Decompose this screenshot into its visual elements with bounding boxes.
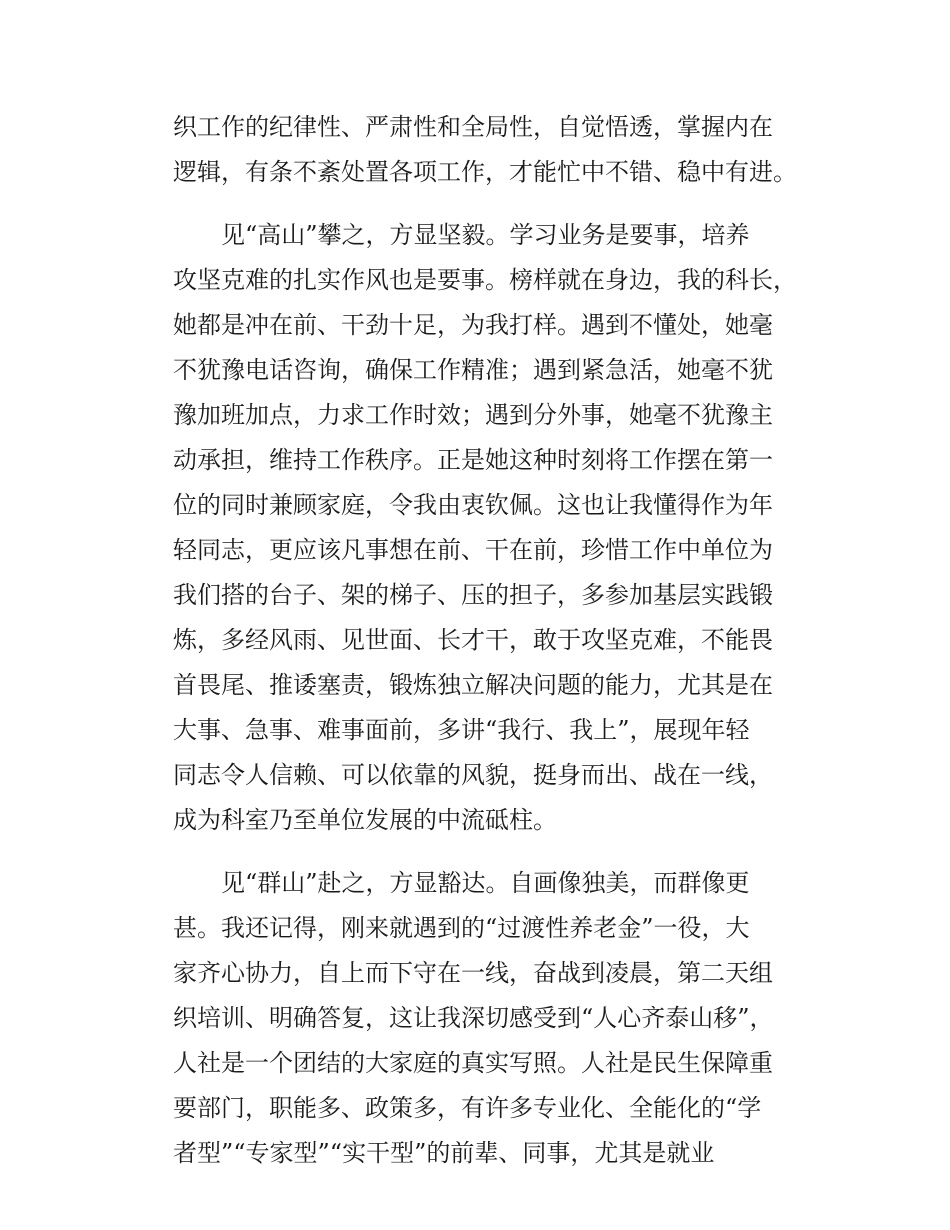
text-line-21: 人社是一个团结的大家庭的真实写照。人社是民生保障重 — [173, 1049, 773, 1077]
paragraph-3-line-1: 见“群山”赴之，方显豁达。自画像独美，而群像更 — [221, 869, 750, 897]
text-line-16: 成为科室乃至单位发展的中流砥柱。 — [173, 806, 557, 834]
text-line-9: 位的同时兼顾家庭，令我由衷钦佩。这也让我懂得作为年 — [173, 491, 773, 519]
text-line-8: 动承担，维持工作秩序。正是她这种时刻将工作摆在第一 — [173, 446, 773, 474]
text-line-13: 首畏尾、推诿塞责，锻炼独立解决问题的能力，尤其是在 — [173, 671, 773, 699]
text-line-18: 甚。我还记得，刚来就遇到的“过渡性养老金”一役，大 — [173, 914, 750, 942]
text-line-7: 豫加班加点，力求工作时效；遇到分外事，她毫不犹豫主 — [173, 401, 773, 429]
text-line-10: 轻同志，更应该凡事想在前、干在前，珍惜工作中单位为 — [173, 536, 773, 564]
text-line-23: 者型”“专家型”“实干型”的前辈、同事，尤其是就业 — [173, 1139, 715, 1167]
text-line-11: 我们搭的台子、架的梯子、压的担子，多参加基层实践锻 — [173, 581, 773, 609]
text-line-4: 攻坚克难的扎实作风也是要事。榜样就在身边，我的科长， — [173, 266, 797, 294]
text-line-20: 织培训、明确答复，这让我深切感受到“人心齐泰山移”， — [173, 1004, 774, 1032]
text-line-15: 同志令人信赖、可以依靠的风貌，挺身而出、战在一线， — [173, 761, 773, 789]
text-line-2: 逻辑，有条不紊处置各项工作，才能忙中不错、稳中有进。 — [173, 158, 797, 186]
text-line-1: 织工作的纪律性、严肃性和全局性，自觉悟透，掌握内在 — [173, 113, 773, 141]
text-line-22: 要部门，职能多、政策多，有许多专业化、全能化的“学 — [173, 1094, 762, 1122]
text-line-5: 她都是冲在前、干劲十足，为我打样。遇到不懂处，她毫 — [173, 311, 773, 339]
text-line-6: 不犹豫电话咨询，确保工作精准；遇到紧急活，她毫不犹 — [173, 356, 773, 384]
text-line-19: 家齐心协力，自上而下守在一线，奋战到凌晨，第二天组 — [173, 959, 773, 987]
text-line-12: 炼，多经风雨、见世面、长才干，敢于攻坚克难，不能畏 — [173, 626, 773, 654]
text-line-14: 大事、急事、难事面前，多讲“我行、我上”，展现年轻 — [173, 716, 750, 744]
paragraph-2-line-1: 见“高山”攀之，方显坚毅。学习业务是要事，培养 — [221, 221, 750, 249]
